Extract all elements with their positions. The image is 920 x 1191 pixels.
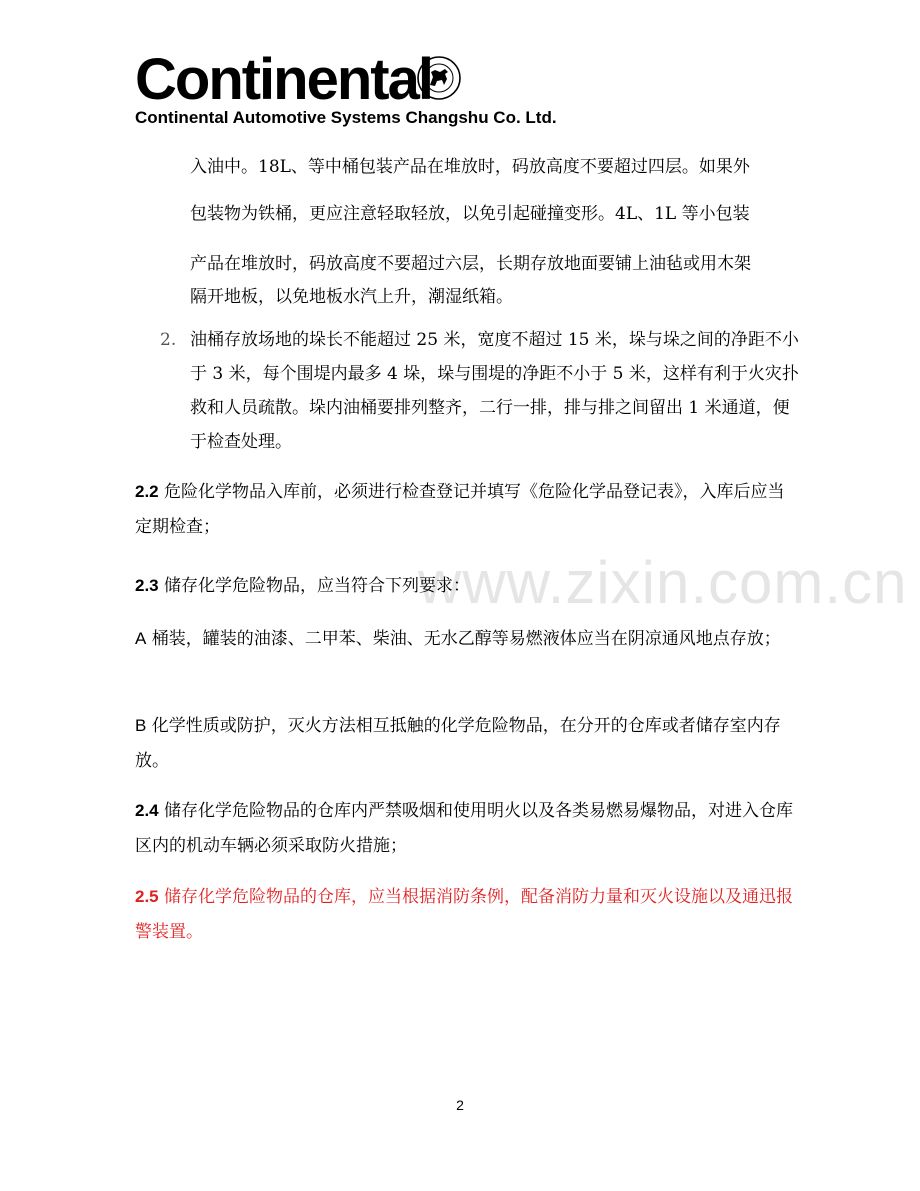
page-number: 2 [456,1097,464,1113]
text-line: 包装物为铁桶，更应注意轻取轻放，以免引起碰撞变形。4L、1L 等小包装 [190,204,750,224]
list-text: 油桶存放场地的垛长不能超过 25 米，宽度不超过 15 米，垛与垛之间的净距不小于 3 米，每个围堤内最多 4 垛，垛与围堤的净距不小于 5 米，这样有利于火灾扑救和人员疏散。垛内油桶要排列整齐，二行一排，排与排之间留出 1 米通道，便于检查处理。 [190,330,799,452]
item-b [135,708,795,779]
watermark: www.zixin.com.cn [418,549,908,616]
continuation-paragraph [190,146,800,312]
item-letter: A [135,629,147,648]
item-text: 化学性质或防护，灭火方法相互抵触的化学危险物品，在分开的仓库或者储存室内存放。 [135,716,781,771]
text-line: 隔开地板，以免地板水汽上升，潮湿纸箱。 [190,287,513,307]
section-2-4 [135,793,795,864]
item-text: 桶装，罐装的油漆、二甲苯、柴油、无水乙醇等易燃液体应当在阴凉通风地点存放； [146,629,781,649]
horse-seal-icon [416,55,462,101]
section-text: 储存化学危险物品，应当符合下列要求： [158,576,471,596]
section-text: 危险化学物品入库前，必须进行检查登记并填写《危险化学品登记表》，入库后应当定期检查； [135,482,785,537]
item-a [135,621,795,657]
section-text: 储存化学危险物品的仓库内严禁吸烟和使用明火以及各类易燃易爆物品，对进入仓库区内的机动车辆必须采取防火措施； [135,801,794,856]
page-header [135,47,605,130]
list-number: 2. [160,330,177,350]
section-2-2 [135,474,795,545]
section-2-5 [135,879,795,950]
section-2-3 [135,568,795,604]
section-number: 2.2 [135,482,159,501]
section-text: 储存化学危险物品的仓库，应当根据消防条例，配备消防力量和灭火设施以及通迅报警装置。 [135,887,794,942]
item-letter: B [135,716,147,735]
section-number: 2.4 [135,801,159,820]
company-name: Continental Automotive Systems Changshu Co. Ltd. [135,108,557,127]
section-number: 2.3 [135,576,159,595]
section-number: 2.5 [135,887,159,906]
continental-logo: Continental [135,47,432,112]
text-line: 产品在堆放时，码放高度不要超过六层，长期存放地面要铺上油毡或用木架 [190,254,751,274]
text-line: 入油中。18L、等中桶包装产品在堆放时，码放高度不要超过四层。如果外 [190,157,750,177]
